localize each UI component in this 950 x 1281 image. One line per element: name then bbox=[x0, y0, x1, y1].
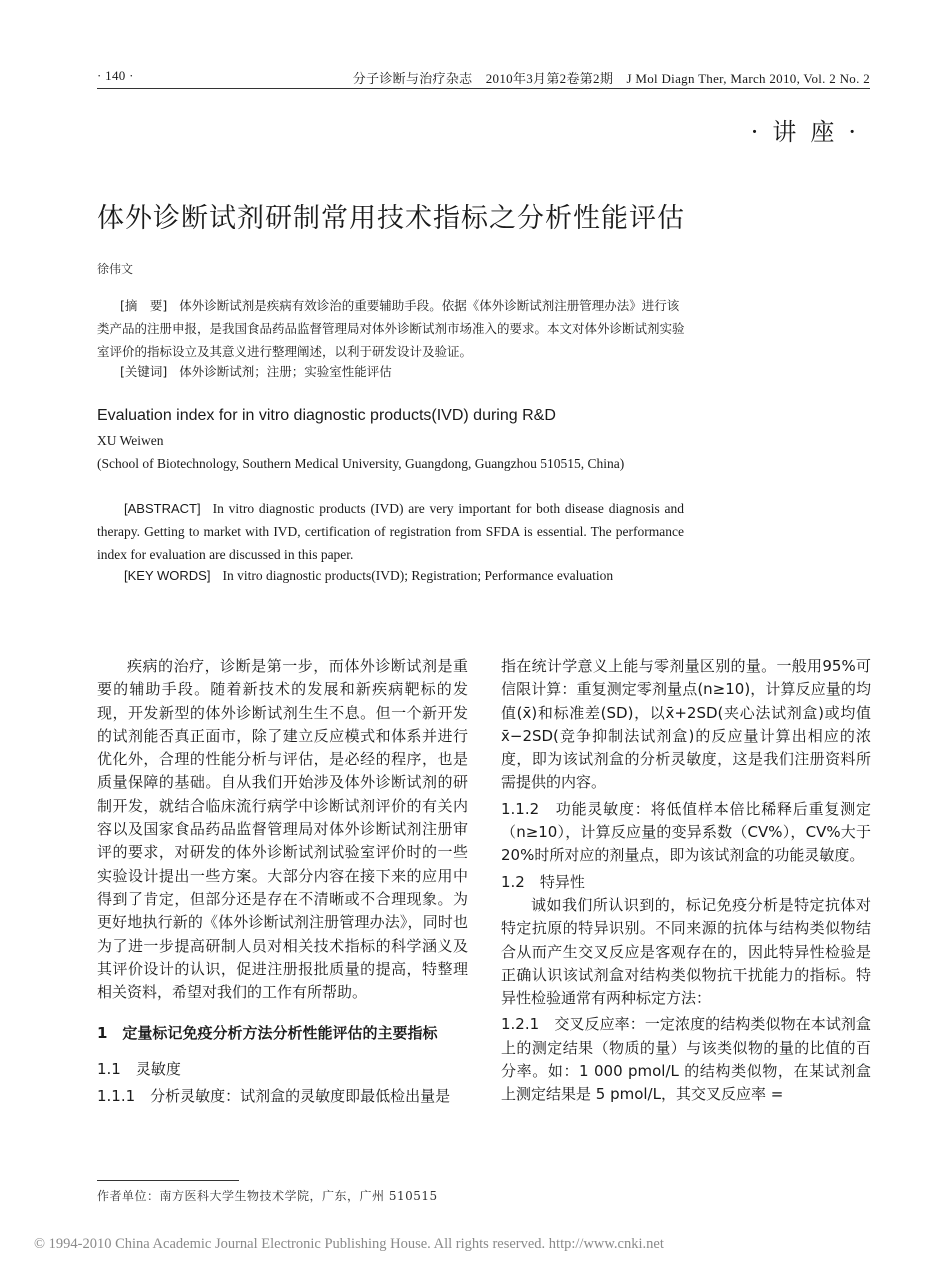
para-1-1-2: 1.1.2 功能灵敏度：将低值样本倍比稀释后重复测定（n≥10），计算反应量的变异系数（CV%），CV%大于20%时所对应的剂量点，即为该试剂盒的功能灵敏度。 bbox=[501, 799, 871, 865]
abstract-en bbox=[97, 497, 684, 566]
english-title: Evaluation index for in vitro diagnostic products(IVD) during R&D bbox=[97, 407, 556, 424]
page-number: · 140 · bbox=[97, 68, 134, 83]
para-1-2-1: 1.2.1 交叉反应率：一定浓度的结构类似物在本试剂盒上的测定结果（物质的量）与该类似物的量的比值的百分率。如：1 000 pmol/L 的结构类似物，在某试剂盒上测定结果是 5 pmol/L，其交叉反应率 = bbox=[501, 1015, 871, 1104]
english-author: XU Weiwen bbox=[97, 433, 164, 448]
intro-paragraph: 疾病的治疗，诊断是第一步，而体外诊断试剂是重要的辅助手段。随着新技术的发展和新疾病靶标的发现，开发新型的体外诊断试剂生生不息。但一个新开发的试剂能否真正面市，除了建立反应模式和体系并进行优化外，合理的性能分析与评估，是必经的程序，也是质量保障的基础。自从我们开始涉及体外诊断试剂的研制开发，就结合临床流行病学中诊断试剂评价的有关内容以及国家食品药品监督管理局对体外诊断试剂注册审评的要求，对研发的体外诊断试剂试验室评价时的一些实验设计提出一些方案。大部分内容在接下来的应用中得到了肯定，但部分还是存在不清晰或不合理现象。为更好地执行新的《体外诊断试剂注册管理办法》，同时也为了进一步提高研制人员对相关技术指标的科学涵义及其评价设计的认识，促进注册报批质量的提高，特整理相关资料，希望对我们的工作有所帮助。 bbox=[97, 657, 468, 1002]
abstract-cn-text: 体外诊断试剂是疾病有效诊治的重要辅助手段。依据《体外诊断试剂注册管理办法》进行该类产品的注册申报，是我国食品药品监督管理局对体外诊断试剂市场准入的要求。本文对体外诊断试剂实验室评价的指标设立及其意义进行整理阐述，以利于研发设计及验证。 bbox=[97, 298, 685, 359]
para-1-2: 诚如我们所认识到的，标记免疫分析是特定抗体对特定抗原的特异识别。不同来源的抗体与结构类似物结合从而产生交叉反应是客观存在的，因此特异性检验是正确认识该试剂盒对结构类似物抗干扰能力的指标。特异性检验通常有两种标定方法： bbox=[501, 895, 871, 1008]
keywords-cn-label: [关键词] bbox=[120, 364, 168, 379]
abstract-en-label: [ABSTRACT] bbox=[124, 501, 201, 516]
article-title: 体外诊断试剂研制常用技术指标之分析性能评估 bbox=[97, 203, 685, 234]
author-affiliation-footnote: 作者单位：南方医科大学生物技术学院，广东，广州 510515 bbox=[97, 1189, 438, 1203]
heading-1-1: 1.1 灵敏度 bbox=[97, 1059, 181, 1078]
header-rule bbox=[97, 88, 870, 89]
keywords-cn bbox=[97, 360, 687, 383]
keywords-cn-text: 体外诊断试剂；注册；实验室性能评估 bbox=[179, 364, 392, 379]
heading-1: 1 定量标记免疫分析方法分析性能评估的主要指标 bbox=[97, 1024, 438, 1043]
body-left-column bbox=[97, 655, 468, 1108]
english-affiliation: (School of Biotechnology, Southern Medical University, Guangdong, Guangzhou 510515, China) bbox=[97, 456, 625, 471]
author-cn: 徐伟文 bbox=[97, 262, 134, 276]
keywords-en-text: In vitro diagnostic products(IVD); Registration; Performance evaluation bbox=[222, 568, 614, 583]
para-1-1-1: 1.1.1 分析灵敏度：试剂盒的灵敏度即最低检出量是 bbox=[97, 1087, 451, 1106]
abstract-cn bbox=[97, 294, 687, 363]
heading-1-2: 1.2 特异性 bbox=[501, 872, 585, 891]
copyright-line: © 1994-2010 China Academic Journal Electronic Publishing House. All rights reserved. http://www.cnki.net bbox=[34, 1236, 664, 1252]
keywords-en bbox=[97, 564, 684, 587]
abstract-en-text: In vitro diagnostic products (IVD) are very important for both disease diagnosis and therapy. Getting to market with IVD, certification of registration from SFDA is essential. The performance index for evaluation are discussed in this paper. bbox=[97, 501, 684, 562]
keywords-en-label: [KEY WORDS] bbox=[124, 568, 211, 583]
section-tag: ·讲座· bbox=[750, 118, 870, 146]
footnote-rule bbox=[97, 1180, 239, 1181]
abstract-cn-label: [摘 要] bbox=[120, 298, 168, 313]
journal-info: 分子诊断与治疗杂志 2010年3月第2卷第2期 J Mol Diagn Ther, March 2010, Vol. 2 No. 2 bbox=[352, 71, 870, 86]
body-right-column bbox=[501, 655, 871, 1107]
para-1-1-1-cont: 指在统计学意义上能与零剂量区别的量。一般用95%可信限计算：重复测定零剂量点(n≥10)，计算反应量的均值(x̄)和标准差(SD)，以x̄+2SD(夹心法试剂盒)或均值x̄−2SD(竞争抑制法试剂盒)的反应量计算出相应的浓度，即为该试剂盒的分析灵敏度，这是我们注册资料所需提供的内容。 bbox=[501, 657, 871, 792]
